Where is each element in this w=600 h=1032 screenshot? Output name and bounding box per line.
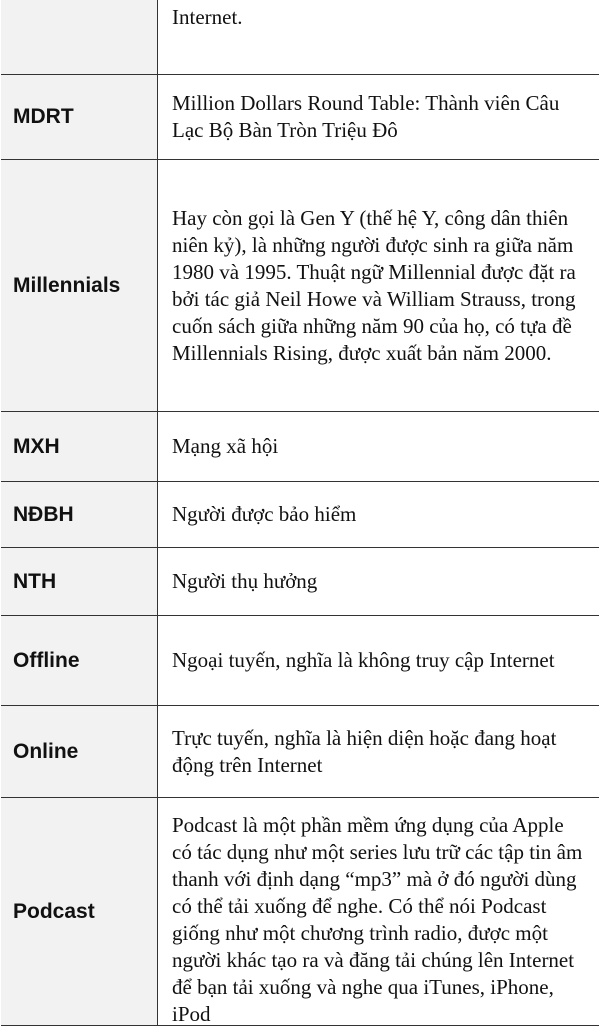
term-cell: NĐBH — [1, 482, 158, 547]
table-row — [1, 798, 599, 1026]
term-cell: Millennials — [1, 160, 158, 411]
term-cell: MXH — [1, 412, 158, 481]
table-row — [1, 616, 599, 706]
table-row — [1, 706, 599, 798]
definition-cell: Ngoại tuyến, nghĩa là không truy cập Internet — [172, 648, 555, 672]
definition-cell: Hay còn gọi là Gen Y (thế hệ Y, công dân thiên niên kỷ), là những người được sinh ra giữa năm 1980 và 1995. Thuật ngữ Millennial được đặt ra bởi tác giả Neil Howe và William Strauss, trong cuốn sách giữa những năm 90 của họ, có tựa đề Millennials Rising, được xuất bản năm 2000. — [172, 205, 576, 365]
term-cell: Offline — [1, 616, 158, 705]
definition-cell: Người được bảo hiểm — [172, 502, 357, 526]
definition-cell: Internet. — [172, 5, 243, 29]
definition-cell: Trực tuyến, nghĩa là hiện diện hoặc đang hoạt động trên Internet — [172, 725, 557, 777]
definition-cell: Podcast là một phần mềm ứng dụng của Apple có tác dụng như một series lưu trữ các tập tin âm thanh với định dạng “mp3” mà ở đó người dùng có thể tải xuống để nghe. Có thể nói Podcast giống như một chương trình radio, được một người khác tạo ra và đăng tải chúng lên Internet để bạn tải xuống và nghe qua iTunes, iPhone, iPod — [172, 813, 583, 1026]
table-row — [1, 0, 599, 75]
table-row — [1, 482, 599, 548]
table-row — [1, 412, 599, 482]
definition-cell: Người thụ hưởng — [172, 569, 318, 593]
term-cell: NTH — [1, 548, 158, 615]
term-cell: Online — [1, 706, 158, 797]
table-row — [1, 160, 599, 412]
term-cell: Podcast — [1, 798, 158, 1025]
definition-cell: Mạng xã hội — [172, 434, 279, 458]
term-cell — [1, 0, 158, 74]
definition-cell: Million Dollars Round Table: Thành viên Câu Lạc Bộ Bàn Tròn Triệu Đô — [172, 91, 560, 142]
term-cell: MDRT — [1, 75, 158, 159]
table-row — [1, 75, 599, 160]
table-row — [1, 548, 599, 616]
